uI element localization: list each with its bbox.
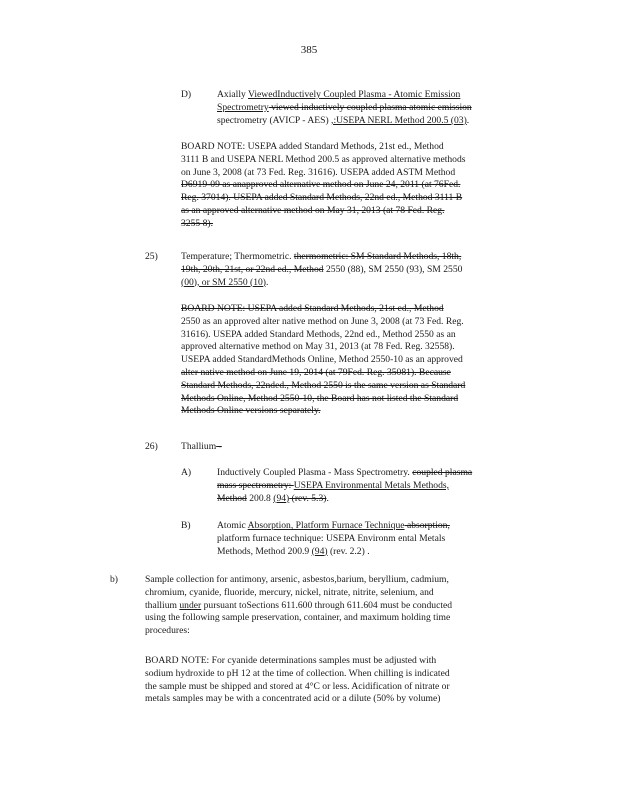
item-label-b-lower: b) [110, 574, 118, 585]
item-a-line-1: Inductively Coupled Plasma - Mass Spectrometry. coupled plasma [217, 467, 473, 478]
board-note-2-line: USEPA added StandardMethods Online, Method 2550-10 as an approved [181, 354, 463, 366]
item-label-26: 26) [145, 441, 158, 452]
item-a-line-3: Method 200.8 (94) (rev. 5.3). [217, 492, 329, 504]
board-note-2-line: alter native method on June 19, 2014 (at 79Fed. Reg. 35081). Because [181, 366, 451, 378]
item-b-lower-line: chromium, cyanide, fluoride, mercury, nickel, nitrate, nitrite, selenium, and [145, 586, 434, 598]
item-a-text [217, 467, 539, 505]
item-label-b-upper: B) [181, 520, 191, 531]
board-note-1-line: on June 3, 2008 (at 73 Fed. Reg. 31616). USEPA added ASTM Method [181, 166, 456, 178]
board-note-2-line: 31616). USEPA added Standard Methods, 22nd ed., Method 2550 as an [181, 328, 456, 340]
item-b-lower-line: procedures: [145, 625, 190, 637]
item-25-line-3: (00), or SM 2550 (10). [181, 276, 269, 288]
item-25-line-2: 19th, 20th, 21st, or 22nd ed., Method 2550 (88), SM 2550 (93), SM 2550 [181, 263, 463, 275]
board-note-2-line: approved alternative method on May 31, 2013 (at 78 Fed. Reg. 32558). [181, 341, 455, 353]
board-note-2 [181, 303, 541, 418]
item-b-lower-line: using the following sample preservation, container, and maximum holding time [145, 612, 451, 624]
item-b-lower-line: thallium under pursuant toSections 611.600 through 611.604 must be conducted [145, 599, 453, 611]
board-note-3-line: BOARD NOTE: For cyanide determinations samples must be adjusted with [145, 655, 437, 666]
item-b-lower-line: Sample collection for antimony, arsenic, asbestos,barium, beryllium, cadmium, [145, 574, 449, 585]
item-a-line-2: mass spectrometry: USEPA Environmental Metals Methods, [217, 479, 450, 491]
board-note-1-line: as an approved alternative method on May 31, 2013 (at 78 Fed. Reg. [181, 204, 445, 216]
board-note-3-line: the sample must be shipped and stored at 4°C or less. Acidification of nitrate or [145, 680, 450, 692]
board-note-1-line: 3255 8). [181, 217, 213, 229]
board-note-2-line: Methods Online, Method 2550-10, the Board has not listed the Standard [181, 392, 459, 404]
item-label-a: A) [181, 467, 192, 478]
board-note-3-line: sodium hydroxide to pH 12 at the time of collection. When chilling is indicated [145, 667, 450, 679]
board-note-2-line: 2550 as an approved alter native method on June 3, 2008 (at 73 Fed. Reg. [181, 315, 464, 327]
item-b-line-3: Methods, Method 200.9 (94) (rev. 2.2) . [217, 545, 370, 557]
board-note-3-line: metals samples may be with a concentrated acid or a dilute (50% by volume) [145, 693, 441, 705]
item-label-d: D) [181, 89, 192, 100]
board-note-1-line: BOARD NOTE: USEPA added Standard Methods, 21st ed., Method [181, 141, 444, 152]
item-25-line-1: Temperature; Thermometric. thermometric: SM Standard Methods, 18th, [181, 251, 462, 262]
item-b-lower-text [145, 574, 542, 638]
item-b-line-1: Atomic Absorption, Platform Furnace Technique absorption, [217, 520, 450, 531]
board-note-1-line: 3111 B and USEPA NERL Method 200.5 as approved alternative methods [181, 153, 466, 165]
board-note-1-line: D6919-09 as anapproved alternative method on June 24, 2011 (at 76Fed. [181, 179, 461, 191]
item-b-line-2: platform furnace technique: USEPA Environm ental Metals [217, 532, 446, 544]
board-note-3 [145, 655, 542, 706]
item-d-line-1: Axially ViewedInductively Coupled Plasma - Atomic Emission [217, 89, 461, 100]
board-note-1-line: Reg. 37014). USEPA added Standard Methods, 22nd ed., Method 3111 B [181, 192, 463, 204]
page-number: 385 [300, 44, 318, 56]
board-note-2-line: BOARD NOTE: USEPA added Standard Methods, 21st ed., Method [181, 303, 444, 314]
board-note-1 [181, 141, 541, 231]
board-note-2-line: Standard Methods, 22nded., Method 2550 is the same version as Standard [181, 379, 466, 391]
item-d-line-3: spectrometry (AVICP - AES) ,:USEPA NERL Method 200.5 (03). [217, 114, 470, 126]
item-d-line-2: Spectrometry viewed inductively coupled plasma atomic emission [217, 101, 472, 113]
item-d-text [217, 89, 539, 127]
item-25-text [181, 251, 541, 289]
item-label-25: 25) [145, 251, 158, 262]
item-b-upper-text [217, 520, 539, 558]
item-26-text: Thallium - [181, 441, 222, 452]
board-note-2-line: Methods Online versions separately. [181, 405, 321, 417]
